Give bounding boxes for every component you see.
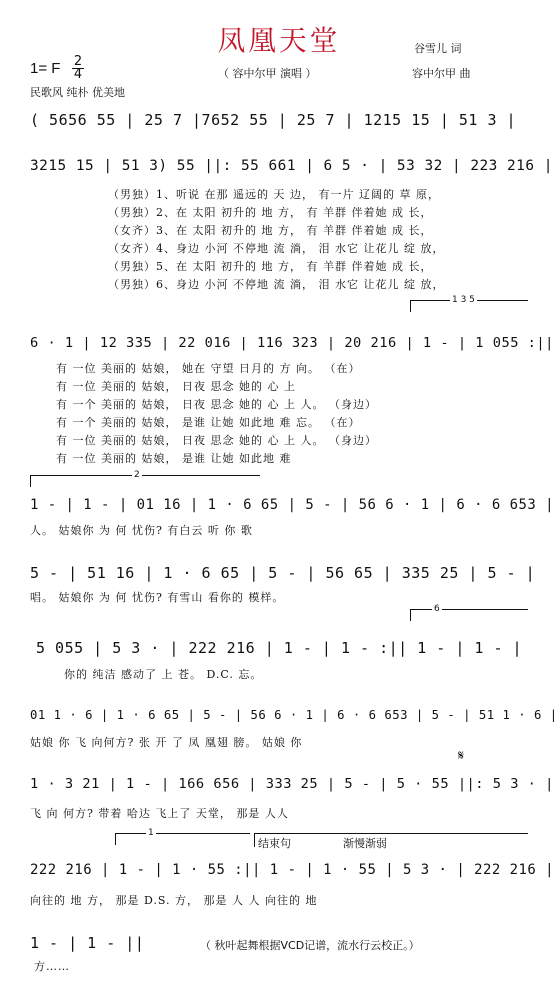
lyricist-credit: 谷雪儿 词 (414, 42, 462, 55)
volta-bracket-2-left (30, 475, 31, 487)
lyrics-row-8: 飞 向 何方? 带着 哈达 飞上了 天堂， 那是 人人 (30, 807, 289, 820)
lyrics-row-9: 向往的 地 方， 那是 D.S. 方， 那是 人 人 向往的 地 (30, 894, 318, 907)
ending-bracket-left (254, 833, 255, 847)
volta-label-end: 1 (148, 828, 154, 838)
score-row-4: 1 - | 1 - | 01 16 | 1 · 6 65 | 5 - | 56 6 · 1 | 6 · 6 653 | (30, 497, 555, 513)
verse2-line-5: 有 一位 美丽的 姑娘， 日夜 思念 她的 心 上 人。 （身边） (56, 434, 377, 447)
time-signature (72, 56, 84, 81)
time-numerator: 2 (73, 54, 83, 69)
volta-bracket-135-left (410, 300, 411, 312)
volta-label-135: 1 3 5 (452, 295, 475, 305)
song-title: 凤凰天堂 (217, 24, 341, 57)
lyrics-row-6: 你的 纯洁 感动了 上 苍。 D.C. 忘。 (64, 668, 263, 681)
verse-line-1: （男独）1、听说 在那 遥远的 天 边， 有一片 辽阔的 草 原， (108, 188, 440, 201)
verse-line-5: （男独）5、在 太阳 初升的 地 方， 有 羊群 伴着她 成 长， (108, 260, 433, 273)
score-row-10: 1 - | 1 - || (30, 934, 145, 952)
singer-credit: （ 容中尔甲 演唱 ） (218, 67, 317, 80)
verse2-line-6: 有 一位 美丽的 姑娘， 是谁 让她 如此地 难 (56, 452, 292, 465)
verse-line-4: （女齐）4、身边 小河 不停地 流 淌， 泪 水它 让花儿 绽 放， (108, 242, 445, 255)
verse-line-6: （男独）6、身边 小河 不停地 流 淌， 泪 水它 让花儿 绽 放， (108, 278, 445, 291)
lyrics-row-5: 唱。 姑娘你 为 何 忧伤? 有雪山 看你的 模样。 (30, 591, 285, 604)
verse2-line-4: 有 一个 美丽的 姑娘， 是谁 让她 如此地 难 忘。 （在） (56, 416, 361, 429)
key-signature: 1= F (30, 60, 61, 77)
volta-bracket-end-left (115, 833, 116, 845)
lyrics-row-7: 姑娘 你 飞 向何方? 张 开 了 凤 凰翅 膀。 姑娘 你 (30, 736, 303, 749)
volta-bracket-2 (30, 475, 260, 476)
ending-label: 结束句 (258, 837, 291, 850)
score-row-3: 6 · 1 | 12 335 | 22 016 | 116 323 | 20 216 | 1 - | 1 055 :|| (30, 335, 554, 351)
rit-label: 渐慢渐弱 (343, 837, 387, 850)
ending-bracket (254, 833, 528, 834)
lyrics-row-10: 方…… (34, 960, 70, 973)
score-row-2: 3215 15 | 51 3) 55 ||: 55 661 | 6 5 · | 53 32 | 223 216 | (30, 158, 553, 174)
volta-bracket-end (115, 833, 250, 834)
verse2-line-1: 有 一位 美丽的 姑娘， 她在 守望 日月的 方 向。 （在） (56, 362, 361, 375)
volta-label-6: 6 (434, 604, 440, 614)
footer-note: （ 秋叶起舞根据VCD记谱，流水行云校正。） (200, 939, 420, 952)
verse2-line-3: 有 一个 美丽的 姑娘， 日夜 思念 她的 心 上 人。 （身边） (56, 398, 377, 411)
volta-bracket-6-left (410, 609, 411, 621)
score-row-7: 01 1 · 6 | 1 · 6 65 | 5 - | 56 6 · 1 | 6 · 6 653 | 5 - | 51 1 · 6 | (30, 708, 558, 722)
score-row-9: 222 216 | 1 - | 1 · 55 :|| 1 - | 1 · 55 | 5 3 · | 222 216 | (30, 862, 555, 878)
volta-bracket-6 (410, 609, 528, 610)
verse-line-3: （女齐）3、在 太阳 初升的 地 方， 有 羊群 伴着她 成 长， (108, 224, 433, 237)
verse-line-2: （男独）2、在 太阳 初升的 地 方， 有 羊群 伴着她 成 长， (108, 206, 433, 219)
score-row-6: 5 055 | 5 3 · | 222 216 | 1 - | 1 - :|| 1 - | 1 - | (36, 639, 523, 657)
style-marking: 民歌风 纯朴 优美地 (30, 86, 125, 99)
score-row-1: ( 5656 55 | 25 7 |7652 55 | 25 7 | 1215 15 | 51 3 | (30, 111, 517, 129)
score-row-5: 5 - | 51 16 | 1 · 6 65 | 5 - | 56 65 | 335 25 | 5 - | (30, 564, 536, 582)
time-denominator: 4 (73, 67, 83, 82)
lyrics-row-4: 人。 姑娘你 为 何 忧伤? 有白云 听 你 歌 (30, 524, 253, 537)
segno-sign-icon: 𝄋 (458, 748, 465, 764)
volta-label-2: 2 (134, 470, 140, 480)
composer-credit: 容中尔甲 曲 (412, 67, 471, 80)
verse2-line-2: 有 一位 美丽的 姑娘， 日夜 思念 她的 心 上 (56, 380, 296, 393)
score-row-8: 1 · 3 21 | 1 - | 166 656 | 333 25 | 5 - | 5 · 55 ||: 5 3 · | (30, 776, 554, 792)
